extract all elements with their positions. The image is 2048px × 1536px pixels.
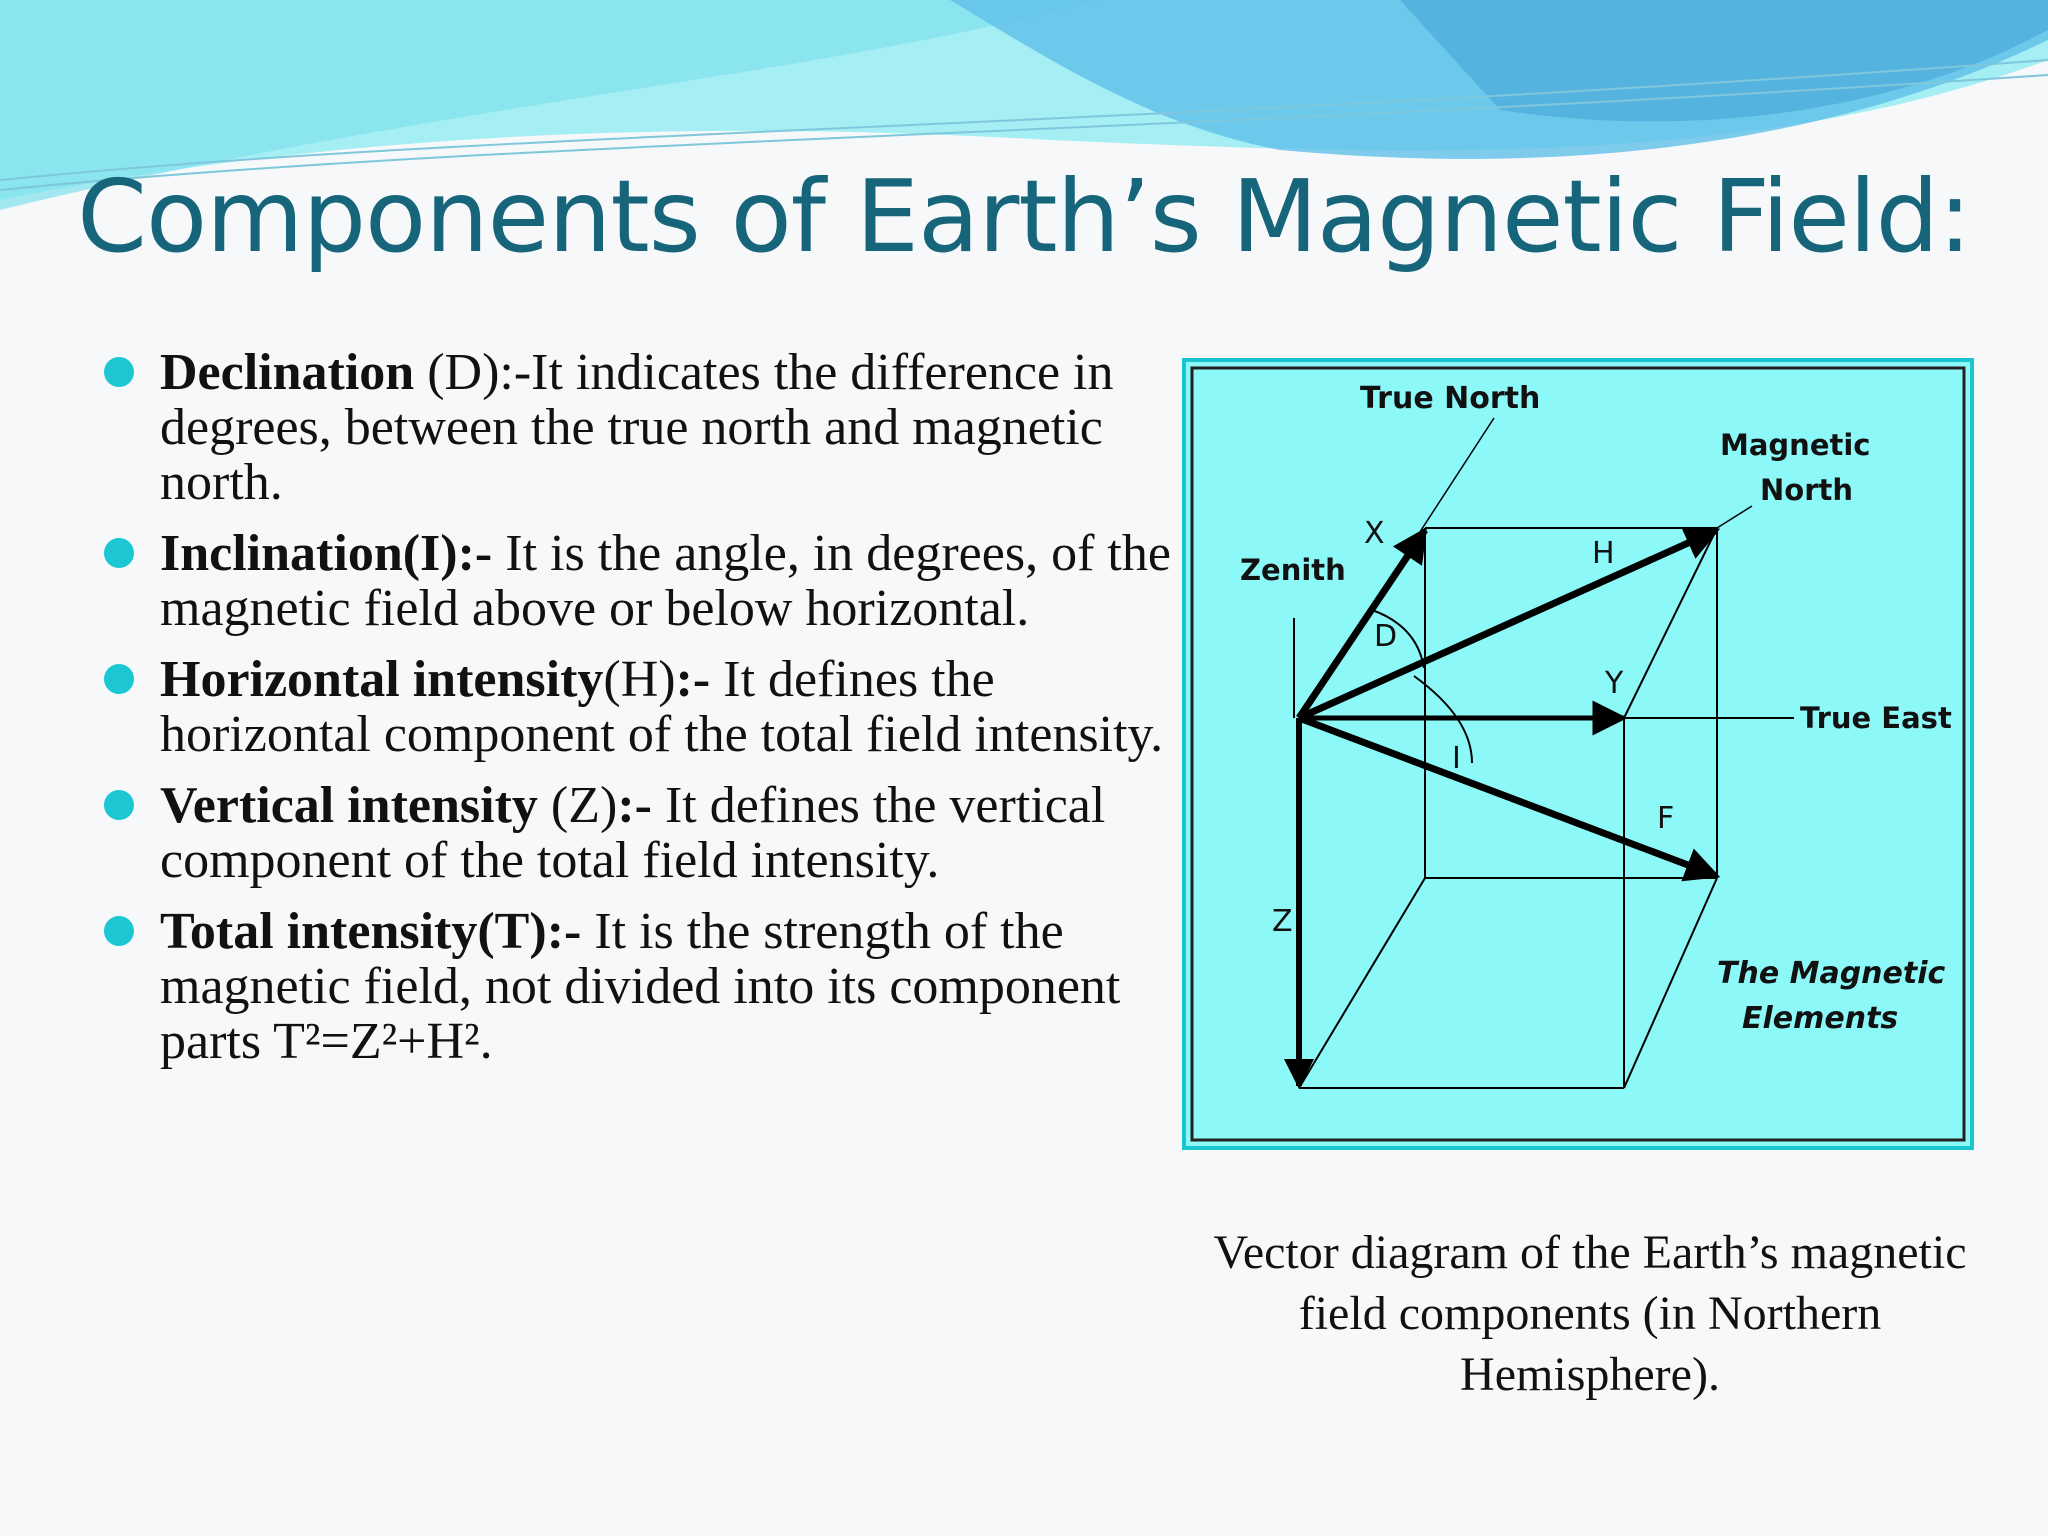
magnetic-vector-diagram (1182, 358, 1974, 1150)
bullet-description: It defines the vertical component of the total field intensity. (160, 777, 1106, 889)
label-true-east: True East (1800, 701, 1952, 735)
slide-title: Components of Earth’s Magnetic Field: (77, 158, 1971, 275)
bullet-description: It is the strength of the magnetic field, not divided into its component parts T²=Z²+H². (160, 903, 1121, 1070)
bullet-symbol: (H) (603, 651, 676, 708)
label-magnetic-elements-1: The Magnetic (1717, 956, 1946, 991)
bullet-declination (100, 345, 1180, 510)
bullet-symbol: (I) (402, 525, 458, 582)
bullet-separator: :- (546, 903, 595, 960)
bullet-term: Declination (160, 344, 415, 401)
bullet-dot-icon (104, 664, 134, 694)
bullet-vertical-intensity (100, 778, 1180, 888)
diagram-caption: Vector diagram of the Earth’s magnetic field components (in Northern Hemisphere). (1213, 1226, 1967, 1401)
bullet-description: It indicates the difference in degrees, between the true north and magnetic north. (160, 344, 1114, 511)
bullet-separator: :- (457, 525, 506, 582)
bullet-symbol: (Z) (537, 777, 618, 834)
bullet-dot-icon (104, 538, 134, 568)
bullet-dot-icon (104, 357, 134, 387)
bullet-term: Horizontal intensity (160, 651, 604, 708)
label-f: F (1657, 801, 1675, 836)
bullet-dot-icon (104, 790, 134, 820)
bullet-description: It defines the horizontal component of the total field intensity. (160, 651, 1164, 763)
label-h: H (1592, 536, 1615, 571)
bullet-separator: :- (617, 777, 665, 834)
bullet-symbol: (D) (414, 344, 500, 401)
bullet-inclination (100, 526, 1180, 636)
bullet-horizontal-intensity (100, 652, 1180, 762)
label-x: X (1364, 516, 1385, 551)
bullet-separator: :- (675, 651, 724, 708)
label-y: Y (1605, 666, 1624, 701)
label-d: D (1374, 619, 1398, 654)
bullet-description: It is the angle, in degrees, of the magnetic field above or below horizontal. (160, 525, 1171, 637)
bullet-term: Vertical intensity (160, 777, 538, 834)
label-zenith: Zenith (1240, 553, 1346, 587)
label-z: Z (1272, 904, 1293, 939)
bullet-term: Inclination (160, 525, 403, 582)
label-true-north: True North (1360, 381, 1541, 416)
label-magnetic: Magnetic (1720, 428, 1871, 462)
bullet-dot-icon (104, 916, 134, 946)
bullet-symbol: (T) (477, 903, 547, 960)
label-north: North (1760, 473, 1854, 507)
component-bullet-list (100, 345, 1180, 1085)
label-magnetic-elements-2: Elements (1742, 1001, 1899, 1036)
bullet-total-intensity (100, 904, 1180, 1069)
bullet-separator: :- (499, 344, 532, 401)
label-i: I (1452, 741, 1461, 776)
bullet-term: Total intensity (160, 903, 478, 960)
